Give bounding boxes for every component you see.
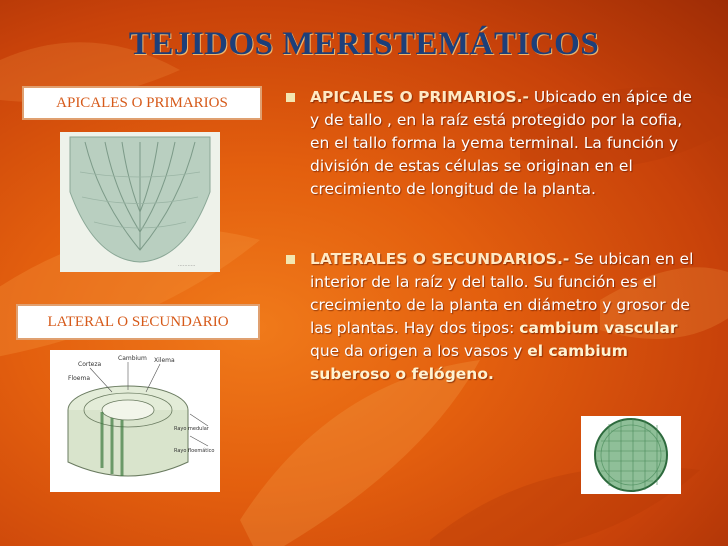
stem-cross-section-illustration	[50, 350, 220, 492]
bullet-apicales	[286, 86, 696, 201]
apical-tissue-illustration	[60, 132, 220, 272]
keyword-cambium-vascular: cambium vascular	[519, 319, 678, 337]
diagram-label-xilema: Xilema	[154, 357, 175, 364]
slide-title: TEJIDOS MERISTEMÁTICOS	[128, 26, 600, 62]
bullet-apicales-heading: APICALES O PRIMARIOS.-	[310, 88, 529, 106]
bullet-laterales-heading: LATERALES O SECUNDARIOS.-	[310, 250, 570, 268]
bullet-laterales-body-1: Se ubican en el interior de la raíz y del tallo. Su función es el crecimiento de la planta en diámetro y grosor de las plantas. Hay dos tipos:	[310, 250, 694, 337]
keyword-cambium-suberoso: el cambium suberoso o felógeno.	[310, 342, 628, 383]
lateral-label-text: LATERAL O SECUNDARIO	[47, 313, 229, 330]
diagram-label-rayo-medular: Rayo medular	[174, 426, 209, 432]
diagram-label-rayo-floematico: Rayo floemático	[174, 448, 215, 454]
apical-meristem-figure	[60, 132, 220, 272]
svg-text:...........: ...........	[178, 262, 196, 268]
cell-tissue-figure	[581, 416, 681, 494]
bullet-content	[286, 86, 696, 386]
lateral-meristem-figure	[50, 350, 220, 492]
diagram-label-cambium: Cambium	[118, 355, 147, 362]
diagram-label-floema: Floema	[68, 375, 91, 382]
bullet-apicales-body: Ubicado en ápice de y de tallo , en la raíz está protegido por la cofia, en el tallo forma la yema terminal. La función y división de estas células se originan en el crecimiento de longitud de la planta.	[310, 88, 692, 198]
bullet-square-icon	[286, 93, 295, 102]
bullet-laterales	[286, 248, 696, 386]
diagram-label-corteza: Corteza	[78, 361, 102, 368]
apical-label-text: APICALES O PRIMARIOS	[56, 94, 228, 111]
bullet-laterales-body-2: que da origen a los vasos y	[310, 342, 528, 360]
circular-tissue-illustration	[581, 416, 681, 494]
bullet-square-icon	[286, 255, 295, 264]
lateral-label	[16, 304, 260, 340]
apical-label	[22, 86, 262, 120]
